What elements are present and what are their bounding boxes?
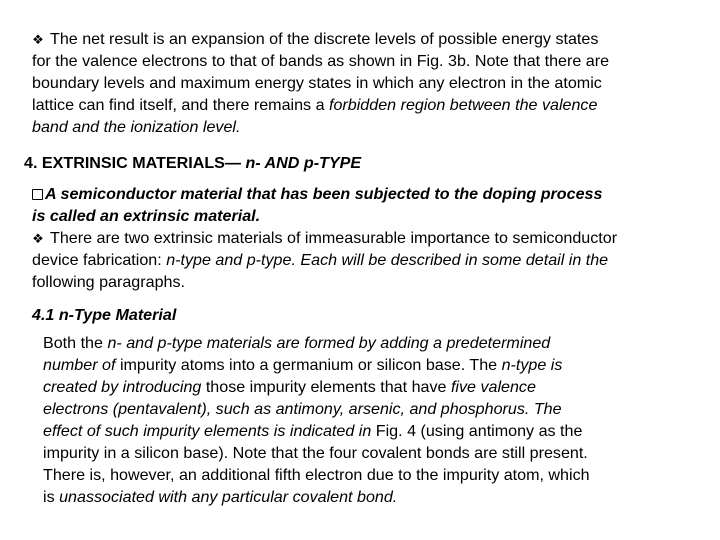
text-line: following paragraphs. <box>32 273 185 291</box>
text-line: electrons (pentavalent), such as antimony, arsenic, and phosphorus. The <box>43 400 562 418</box>
text-line: ❖ There are two extrinsic materials of immeasurable importance to semiconductor <box>32 227 617 249</box>
diamond-bullet-icon: ❖ <box>32 231 44 246</box>
paragraph-extrinsic-definition <box>32 183 617 293</box>
text-line: effect of such impurity elements is indicated in Fig. 4 (using antimony as the <box>43 422 583 440</box>
text-line: created by introducing those impurity elements that have five valence <box>43 378 536 396</box>
text-line: device fabrication: n-type and p-type. Each will be described in some detail in the <box>32 251 609 269</box>
text-line: A semiconductor material that has been subjected to the doping process <box>32 183 617 205</box>
section-heading-extrinsic: 4. EXTRINSIC MATERIALS— n- AND p-TYPE <box>24 154 362 172</box>
text-line: is unassociated with any particular covalent bond. <box>43 488 398 506</box>
text-line: Both the n- and p-type materials are formed by adding a predetermined <box>43 334 551 352</box>
text-line: impurity in a silicon base). Note that the four covalent bonds are still present. <box>43 444 588 462</box>
text-line: is called an extrinsic material. <box>32 207 261 225</box>
paragraph-energy-bands <box>32 28 609 138</box>
text-line: band and the ionization level. <box>32 118 241 136</box>
square-bullet-icon <box>32 189 43 200</box>
text-line: number of impurity atoms into a germanium or silicon base. The n-type is <box>43 356 563 374</box>
text-line: There is, however, an additional fifth electron due to the impurity atom, which <box>43 466 590 484</box>
paragraph-n-type <box>43 332 590 508</box>
text-line: ❖ The net result is an expansion of the discrete levels of possible energy states <box>32 28 609 50</box>
text-line: for the valence electrons to that of bands as shown in Fig. 3b. Note that there are <box>32 52 610 70</box>
diamond-bullet-icon: ❖ <box>32 32 44 47</box>
text-line: boundary levels and maximum energy states in which any electron in the atomic <box>32 74 602 92</box>
text-line: lattice can find itself, and there remains a forbidden region between the valence <box>32 96 598 114</box>
subsection-heading-n-type: 4.1 n-Type Material <box>32 306 177 324</box>
